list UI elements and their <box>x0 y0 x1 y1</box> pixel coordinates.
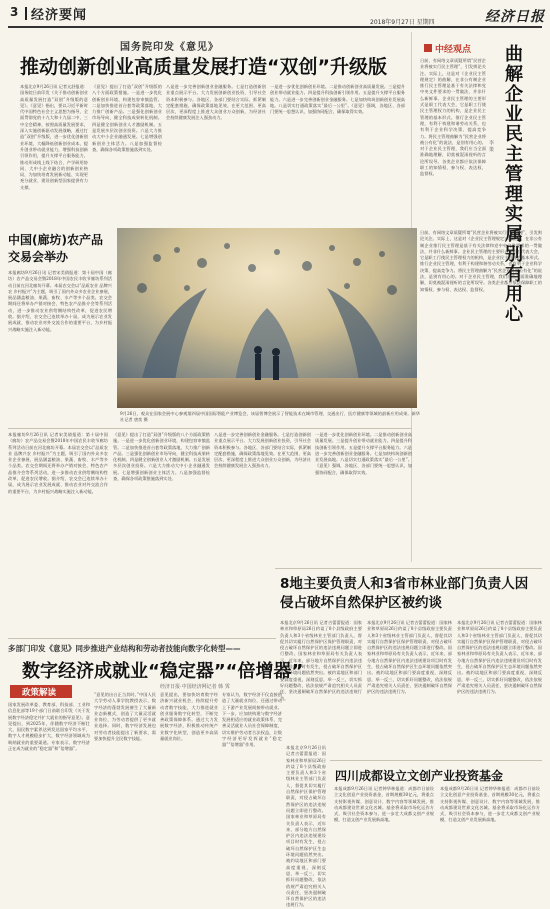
lead-body-continued-1: 《意见》提出了打造“双创”升级版的八个方面政策措施。一是进一步优化创新创业环境，构建包容审慎监管。二是加快推进首台套等政策落地，大力推广创新产品。三是强化创新创业市场导向，健全科技成果转化机制。四是健全创新创业人才激励机制。五是发展多层次创业投资。六是大力推动大中小企业融通发展。七是增强创新创业主体活力。八是加强监督检查，确保各项政策措施落到实处。 <box>113 432 210 482</box>
opinion-body: 日前，有网络文章质疑所谓“民营企业将被实行民主管理”，引发舆论关注。实际上，这是对《企业民主管理规定》的曲解，在非公有制企业推行民主管理是基于有关法律和党中央文件要求的一贯做法，并非什么新鲜事。企业民主管理的主要形式是职工代表大会，它是职工行使民主管理权力的机构，是企业民主管理的基本形式。推行企业民主管理，有利于构建和谐劳动关系，也有利于企业科学决策、提高竞争力。将民主管理曲解为“民营企业将被公有化”的说法，是别有用心的。对于企业民主管理，我们应当全面准确地理解，切莫被混淆视听的言论所误导。各类企业都应依法保障职工的知情权、参与权、表达权、监督权。 <box>420 58 486 177</box>
langfang-body: 本报廊坊9月26日讯 记者宋美倩报道：第十届中国（廊坊）农产品交易会暨2018年中国农民丰收节廊坊系列活动日前在河北廊坊开幕。本届农交会以“品质农业 品牌兴农 乡村振兴”为主题，吸引了国内外众多农业企业参展，展品涵盖粮油、果蔬、畜牧、水产等多个品类。农交会期间还将举办产销对接会、特色农产品推介会等系列活动，进一步推动农业供给侧结构性改革，促进农民增收。据介绍，农交会已连续举办十届，成为展示农业发展成就、推动农业对外交流合作的重要平台，为乡村振兴战略实施注入新动能。 <box>8 270 112 332</box>
header-rule <box>8 26 542 28</box>
forest-body-col-3: 本报北京9月26日讯 记者吉蕾蕾报道：国家林业和草原局26日约谈了8个县级政府主要负责人和3个省级林业主管部门负责人，督促其切实履行自然保护区保护管理职责，对侵占破坏自然保护区的违法违规问题立即进行整改。国家林业和草原局有关负责人表示，近年来，部分地方自然保护区内违法违规建设项目时有发生，侵占破坏自然保护区生态环境问题依然突出。被约谈地区和部门要高度重视，深刻反思，举一反三，切实抓好问题整改，依法依规严肃追究相关人员责任，坚决遏制破坏自然保护区的违法违规行为。 <box>457 620 542 695</box>
lead-body-col-4: 一是进一步优化创新创业环境。二是推动创新创业高质量发展。三是提升创业带动就业能力。四是提升科技创新引领作用。五是提升支撑平台服务能力。六是进一步完善创新创业金融服务。七是加快构筑创新创业发展高地。八是切实打通政策落实“最后一公里”。《意见》强调，各地区、各部门要统一思想认识，加强协同配合，确保取得实效。 <box>270 84 405 115</box>
section-divider <box>25 7 27 20</box>
lead-kicker: 国务院印发《意见》 <box>120 42 219 53</box>
issue-date: 2018年9月27日 星期四 <box>370 19 435 26</box>
lead-body-col-3: 八是进一步完善创新创业金融服务。七是打造创新创业重点展示平台。大力发展创新创业投资，引导社会资本积极参与。各地区、各部门要结合实际，抓紧制定配套措施，确保政策落地见效。在更大范围、更高层次、更深程度上推进大众创业万众创新，为经济社会持续健康发展注入强劲动力。 <box>166 84 266 121</box>
employment-headline: 数字经济成就业“稳定器”“倍增器” <box>22 661 304 682</box>
langfang-body-continued: 本报廊坊9月26日讯 记者宋美倩报道：第十届中国（廊坊）农产品交易会暨2018年中国农民丰收节廊坊系列活动日前在河北廊坊开幕。本届农交会以“品质农业 品牌兴农 乡村振兴”为主题，吸引了国内外众多农业企业参展，展品涵盖粮油、果蔬、畜牧、水产等多个品类。农交会期间还将举办产销对接会、特色农产品推介会等系列活动，进一步推动农业供给侧结构性改革，促进农民增收。据介绍，农交会已连续举办十届，成为展示农业发展成就、推动农业对外交流合作的重要平台，为乡村振兴战略实施注入新动能。 <box>8 432 108 494</box>
employment-kicker: 多部门印发《意见》同步推进产业结构和劳动者技能向数字化转型—— <box>8 644 241 653</box>
sichuan-headline: 四川成都设立文创产业投资基金 <box>335 769 504 783</box>
opinion-title: 曲解企业民主管理实属别有用心 <box>505 44 523 325</box>
forest-headline: 8地主要负责人和3省市林业部门负责人因侵占破坏自然保护区被约谈 <box>280 576 529 611</box>
sichuan-body-col-2: 本报成都9月26日讯 记者钟华林报道：成都市日前设立文化创意产业投资基金，首期规模30亿元，将重点支持影视传媒、创意设计、数字内容等领域发展，推动成都建设世界文化名城。基金将采取市场化运作方式，吸引社会资本参与，进一步壮大成都文创产业规模，打造文创产业发展新高地。 <box>440 786 540 823</box>
opinion-author: 李 策 <box>488 140 494 152</box>
forest-body-col-2: 本报北京9月26日讯 记者吉蕾蕾报道：国家林业和草原局26日约谈了8个县级政府主要负责人和3个省级林业主管部门负责人，督促其切实履行自然保护区保护管理职责，对侵占破坏自然保护区的违法违规问题立即进行整改。国家林业和草原局有关负责人表示，近年来，部分地方自然保护区内违法违规建设项目时有发生，侵占破坏自然保护区生态环境问题依然突出。被约谈地区和部门要高度重视，深刻反思，举一反三，切实抓好问题整改，依法依规严肃追究相关人员责任，坚决遏制破坏自然保护区的违法违规行为。 <box>367 620 452 695</box>
opinion-body-continued: 日前，有网络文章质疑所谓“民营企业将被实行民主管理”，引发舆论关注。实际上，这是对《企业民主管理规定》的曲解，在非公有制企业推行民主管理是基于有关法律和党中央文件要求的一贯做法，并非什么新鲜事。企业民主管理的主要形式是职工代表大会，它是职工行使民主管理权力的机构，是企业民主管理的基本形式。推行企业民主管理，有利于构建和谐劳动关系，也有利于企业科学决策、提高竞争力。将民主管理曲解为“民营企业将被公有化”的说法，是别有用心的。对于企业民主管理，我们应当全面准确地理解，切莫被混淆视听的言论所误导。各类企业都应依法保障职工的知情权、参与权、表达权、监督权。 <box>420 230 542 292</box>
newspaper-masthead: 经济日报 <box>485 9 545 25</box>
section-divider <box>275 568 542 569</box>
photo-caption: 9月26日，观众在国家会展中心参观第四届中国国际智能产业博览会，该届智博会展示了智能技术在城市管理、交通出行、医疗健康等领域的最新应用成果。新华社记者 唐奕 摄 <box>120 411 420 423</box>
exhibition-hall-image <box>117 228 417 408</box>
forest-body-continued: 本报北京9月26日讯 记者吉蕾蕾报道：国家林业和草原局26日约谈了8个县级政府主要负责人和3个省级林业主管部门负责人，督促其切实履行自然保护区保护管理职责，对侵占破坏自然保护区的违法违规问题立即进行整改。国家林业和草原局有关负责人表示，近年来，部分地方自然保护区内违法违规建设项目时有发生，侵占破坏自然保护区生态环境问题依然突出。被约谈地区和部门要高度重视，深刻反思，举一反三，切实抓好问题整改，依法依规严肃追究相关人员责任，坚决遏制破坏自然保护区的违法违规行为。 <box>286 745 326 908</box>
lead-body-continued-3: 一是进一步优化创新创业环境。二是推动创新创业高质量发展。三是提升创业带动就业能力。四是提升科技创新引领作用。五是提升支撑平台服务能力。六是进一步完善创新创业金融服务。七是加快构筑创新创业发展高地。八是切实打通政策落实“最后一公里”。《意见》强调，各地区、各部门要统一思想认识，加强协同配合，确保取得实效。 <box>315 432 412 475</box>
section-divider <box>8 428 412 429</box>
lead-body-col-2: 《意见》提出了打造“双创”升级版的八个方面政策措施。一是进一步优化创新创业环境，构建包容审慎监管。二是加快推进首台套等政策落地，大力推广创新产品。三是强化创新创业市场导向，健全科技成果转化机制。四是健全创新创业人才激励机制。五是发展多层次创业投资。六是大力推动大中小企业融通发展。七是增强创新创业主体活力。八是加强监督检查，确保各项政策措施落到实处。 <box>92 84 162 152</box>
page-number: 3 <box>10 5 19 19</box>
langfang-headline: 中国(廊坊)农产品交易会举办 <box>8 233 103 264</box>
employment-body-col-1: 国家发展改革委、教育部、科技部、工业和信息化部等19个部门日前联合印发《关于发展数字经济稳定并扩大就业的指导意见》。意见提出，到2025年，伴随数字经济不断壮大，国民数字素养达到发达国家平均水平，数字人才规模稳步扩大，数字经济领域成为吸纳就业的重要渠道。专家表示，数字经济正在成为就业的“稳定器”和“倍增器”。 <box>8 702 90 752</box>
forest-body-col-1: 本报北京9月26日讯 记者吉蕾蕾报道：国家林业和草原局26日约谈了8个县级政府主要负责人和3个省级林业主管部门负责人，督促其切实履行自然保护区保护管理职责，对侵占破坏自然保护区的违法违规问题立即进行整改。国家林业和草原局有关负责人表示，近年来，部分地方自然保护区内违法违规建设项目时有发生，侵占破坏自然保护区生态环境问题依然突出。被约谈地区和部门要高度重视，深刻反思，举一反三，切实抓好问题整改，依法依规严肃追究相关人员责任，坚决遏制破坏自然保护区的违法违规行为。 <box>280 620 362 701</box>
sichuan-body-col-1: 本报成都9月26日讯 记者钟华林报道：成都市日前设立文化创意产业投资基金，首期规模30亿元，将重点支持影视传媒、创意设计、数字内容等领域发展，推动成都建设世界文化名城。基金将采取市场化运作方式，吸引社会资本参与，进一步壮大成都文创产业规模，打造文创产业发展新高地。 <box>334 786 434 823</box>
employment-body-col-4: 专家认为，数字经济不仅直接创造了大量就业岗位，还通过带动上下游产业发展间接带动就业。下一步，应加快构建与数字经济发展相适应的就业政策体系，完善灵活就业人员社会保障制度，切实维护劳动者合法权益，让数字经济更好发挥就业“稳定器”“倍增器”作用。 <box>222 692 282 748</box>
lead-body-continued-2: 八是进一步完善创新创业金融服务。七是打造创新创业重点展示平台。大力发展创新创业投资，引导社会资本积极参与。各地区、各部门要结合实际，抓紧制定配套措施，确保政策落地见效。在更大范围、更高层次、更深程度上推进大众创业万众创新，为经济社会持续健康发展注入强劲动力。 <box>214 432 311 469</box>
employment-body-col-3: 意见提出，要加快培育数字经济新兴就业机会，持续提升劳动者数字技能，大力推进就业创业服务数字化转型，不断完善政策保障体系。通过大力发展数字经济，积极推动传统产业数字化转型，创造更多高质量就业岗位。 <box>160 692 218 742</box>
lead-body-col-1: 本报北京9月26日讯 记者亢舒报道：国务院日前印发《关于推动创新创业高质量发展打造“双创”升级版的意见》。《意见》指出，要以习近平新时代中国特色社会主义思想为指导，全面贯彻党的十九大和十九届二中、三中全会精神，按照高质量发展要求，深入实施创新驱动发展战略，通过打造“双创”升级版，进一步优化创新创业环境，大幅降低创新创业成本，提升创业带动就业能力，增强科技创新引领作用，提升支撑平台服务能力，推动形成线上线下结合、产学研用协同、大中小企业融合的创新创业格局，为加快培育发展新动能、实现更充分就业、建设创新型国家提供有力支撑。 <box>20 84 88 190</box>
policy-badge: 政策解读 <box>22 688 57 698</box>
employment-byline: 经济日报·中国经济网记者 韩 霁 <box>160 684 230 690</box>
lead-headline: 推动创新创业高质量发展打造“双创”升级版 <box>20 56 387 78</box>
section-divider <box>330 760 542 761</box>
section-divider <box>8 638 276 639</box>
opinion-icon <box>424 44 432 52</box>
opinion-badge: 中经观点 <box>435 45 472 55</box>
news-photo <box>117 228 417 408</box>
employment-body-col-2: “意见的出台正当其时。”中国人民大学劳动人事学院教授表示，数字经济的蓬勃发展催生了大量新业态新模式，创造了大量灵活就业岗位，为劳动者提供了更多就业选择。同时，数字经济发展也对劳动者技能提出了新要求，需要加快提升全民数字技能。 <box>94 692 156 742</box>
section-title: 经济要闻 <box>31 8 88 23</box>
